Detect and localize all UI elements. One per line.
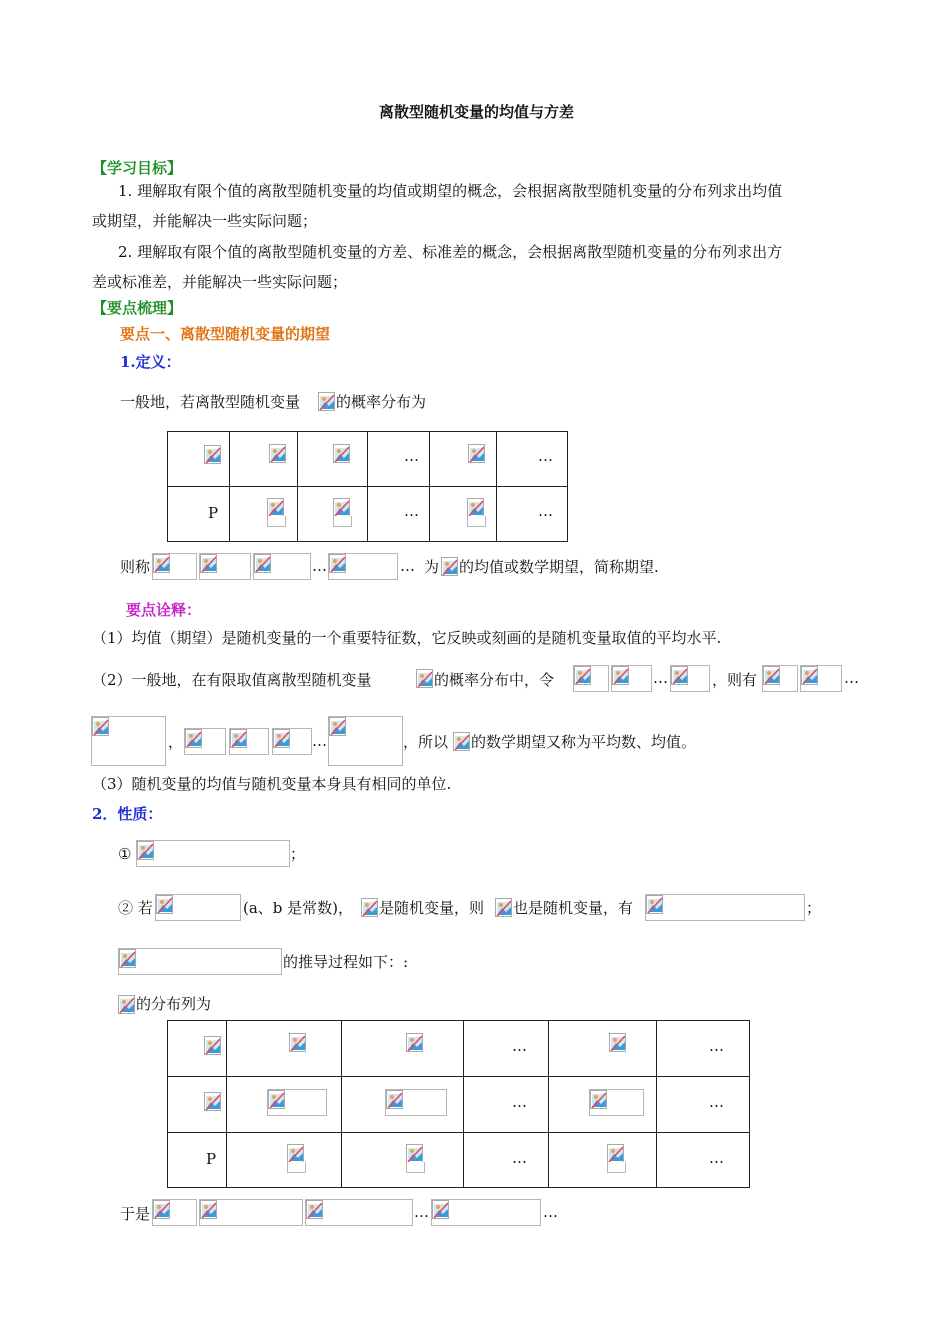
broken-image-icon — [333, 444, 350, 463]
broken-image-icon — [646, 895, 663, 914]
ellipsis: … — [653, 669, 668, 687]
ellipsis: … — [709, 1037, 724, 1055]
broken-image-icon — [230, 729, 247, 748]
property-2-mid2: 是随机变量，则 — [379, 899, 485, 917]
table-cell — [168, 1133, 227, 1188]
image-frame — [267, 516, 286, 527]
broken-image-icon — [361, 898, 378, 917]
broken-image-icon — [609, 1033, 626, 1052]
table-cell — [657, 1077, 750, 1133]
broken-image-icon — [441, 557, 458, 576]
broken-image-icon — [267, 498, 284, 517]
ellipsis: … — [512, 1093, 527, 1111]
ellipsis: … — [844, 669, 859, 687]
definition-text: 一般地，若离散型随机变量 — [120, 393, 301, 411]
broken-image-icon — [467, 498, 484, 517]
broken-image-icon — [671, 666, 688, 685]
table-cell — [230, 432, 298, 487]
broken-image-icon — [329, 554, 346, 573]
broken-image-icon — [204, 1092, 221, 1111]
then-call-tail2: 的均值或数学期望，简称期望. — [459, 558, 659, 576]
ellipsis: … — [312, 557, 327, 575]
note-2-a: （2）一般地，在有限取值离散型随机变量 — [92, 671, 372, 689]
broken-image-icon — [318, 392, 335, 411]
then-call-tail: 为 — [424, 558, 440, 576]
table-cell — [227, 1077, 342, 1133]
definition-heading: 1.定义： — [120, 353, 181, 371]
broken-image-icon — [495, 898, 512, 917]
broken-image-icon — [801, 666, 818, 685]
prob-label: P — [206, 1150, 217, 1168]
table-cell — [464, 1077, 549, 1133]
broken-image-icon — [204, 1036, 221, 1055]
broken-image-icon — [386, 1090, 403, 1109]
broken-image-icon — [306, 1200, 323, 1219]
note-2-b: 的概率分布中，令 — [434, 671, 555, 689]
goal1-line2: 或期望，并能解决一些实际问题； — [92, 212, 318, 230]
distribution-table-2 — [167, 1020, 750, 1188]
broken-image-icon — [273, 729, 290, 748]
property-2-mid1: (a、b 是常数)， — [243, 899, 354, 917]
broken-image-icon — [92, 717, 109, 736]
table-cell — [549, 1077, 657, 1133]
property-1-prefix: ① — [118, 845, 132, 863]
table-cell — [368, 432, 430, 487]
property-1-suffix: ； — [290, 845, 306, 863]
broken-image-icon — [468, 444, 485, 463]
note-2-d: ，所以 — [403, 733, 449, 751]
table-cell — [430, 432, 497, 487]
table-cell — [227, 1021, 342, 1077]
points-heading: 【要点梳理】 — [92, 299, 183, 317]
broken-image-icon — [763, 666, 780, 685]
note-1: （1）均值（期望）是随机变量的一个重要特征数，它反映或刻画的是随机变量取值的平均水平. — [92, 629, 722, 647]
table-cell — [298, 487, 368, 542]
property-heading: 2．性质： — [92, 805, 163, 823]
broken-image-icon — [287, 1144, 304, 1163]
ellipsis: … — [404, 447, 419, 465]
broken-image-icon — [453, 732, 470, 751]
table-cell — [342, 1077, 464, 1133]
distribution-text: 的分布列为 — [136, 995, 212, 1013]
ellipsis: … — [709, 1093, 724, 1111]
formula-box — [136, 840, 290, 867]
broken-image-icon — [153, 554, 170, 573]
formula-box — [118, 948, 282, 975]
broken-image-icon — [156, 895, 173, 914]
broken-image-icon — [329, 717, 346, 736]
derive-text: 的推导过程如下：: — [283, 953, 409, 971]
notes-heading: 要点诠释： — [126, 601, 202, 619]
table-cell — [168, 432, 230, 487]
property-2-mid3: 也是随机变量，有 — [513, 899, 634, 917]
definition-text-tail: 的概率分布为 — [336, 393, 427, 411]
goals-heading: 【学习目标】 — [92, 159, 183, 177]
broken-image-icon — [153, 1200, 170, 1219]
table-cell — [430, 487, 497, 542]
image-frame — [607, 1162, 626, 1173]
ellipsis: … — [404, 502, 419, 520]
table-cell — [298, 432, 368, 487]
then-call-text: 则称 — [120, 558, 151, 576]
ellipsis: … — [512, 1149, 527, 1167]
broken-image-icon — [416, 669, 433, 688]
broken-image-icon — [118, 995, 135, 1014]
table-cell — [549, 1133, 657, 1188]
broken-image-icon — [119, 949, 136, 968]
broken-image-icon — [200, 1200, 217, 1219]
broken-image-icon — [333, 498, 350, 517]
broken-image-icon — [185, 729, 202, 748]
formula-box — [645, 894, 805, 921]
table-cell — [657, 1021, 750, 1077]
broken-image-icon — [200, 554, 217, 573]
table-cell — [497, 432, 568, 487]
broken-image-icon — [612, 666, 629, 685]
table-cell — [657, 1133, 750, 1188]
table-cell — [464, 1021, 549, 1077]
image-frame — [333, 516, 352, 527]
broken-image-icon — [406, 1144, 423, 1163]
ellipsis: … — [538, 447, 553, 465]
broken-image-icon — [137, 841, 154, 860]
broken-image-icon — [254, 554, 271, 573]
broken-image-icon — [432, 1200, 449, 1219]
broken-image-icon — [269, 444, 286, 463]
image-frame — [287, 1162, 306, 1173]
table-cell — [230, 487, 298, 542]
table-cell — [168, 1077, 227, 1133]
note-2-e: 的数学期望又称为平均数、均值。 — [471, 733, 697, 751]
table-cell — [342, 1133, 464, 1188]
note-2-c: ，则有 — [712, 671, 758, 689]
broken-image-icon — [574, 666, 591, 685]
ellipsis: … — [512, 1037, 527, 1055]
prob-label: P — [208, 504, 219, 522]
table-cell — [497, 487, 568, 542]
property-2-prefix: ② 若 — [118, 899, 153, 917]
ellipsis: … — [538, 502, 553, 520]
broken-image-icon — [289, 1033, 306, 1052]
table-cell — [549, 1021, 657, 1077]
goal2-line2: 差或标准差，并能解决一些实际问题； — [92, 273, 348, 291]
goal2-line1: 2. 理解取有限个值的离散型随机变量的方差、标准差的概念，会根据离散型随机变量的分布列求出方 — [118, 243, 783, 261]
image-frame — [406, 1162, 425, 1173]
ellipsis: … — [312, 732, 327, 750]
image-frame — [467, 516, 486, 527]
goal1-line1: 1. 理解取有限个值的离散型随机变量的均值或期望的概念，会根据离散型随机变量的分布列求出均值 — [118, 182, 783, 200]
ellipsis: … — [414, 1203, 429, 1221]
table-cell — [464, 1133, 549, 1188]
ellipsis: … — [400, 557, 415, 575]
ellipsis: … — [543, 1203, 558, 1221]
broken-image-icon — [268, 1090, 285, 1109]
broken-image-icon — [590, 1090, 607, 1109]
broken-image-icon — [204, 445, 221, 464]
table-cell — [368, 487, 430, 542]
broken-image-icon — [607, 1144, 624, 1163]
property-2-suffix: ； — [806, 899, 822, 917]
table-cell — [342, 1021, 464, 1077]
then-text: 于是 — [120, 1205, 151, 1223]
table-cell — [168, 1021, 227, 1077]
ellipsis: … — [709, 1149, 724, 1167]
table-cell — [227, 1133, 342, 1188]
note-3: （3）随机变量的均值与随机变量本身具有相同的单位. — [92, 775, 452, 793]
broken-image-icon — [406, 1033, 423, 1052]
table-cell — [168, 487, 230, 542]
distribution-table-1 — [167, 431, 568, 542]
page-title: 离散型随机变量的均值与方差 — [379, 103, 575, 121]
point1-heading: 要点一、离散型随机变量的期望 — [120, 325, 331, 343]
